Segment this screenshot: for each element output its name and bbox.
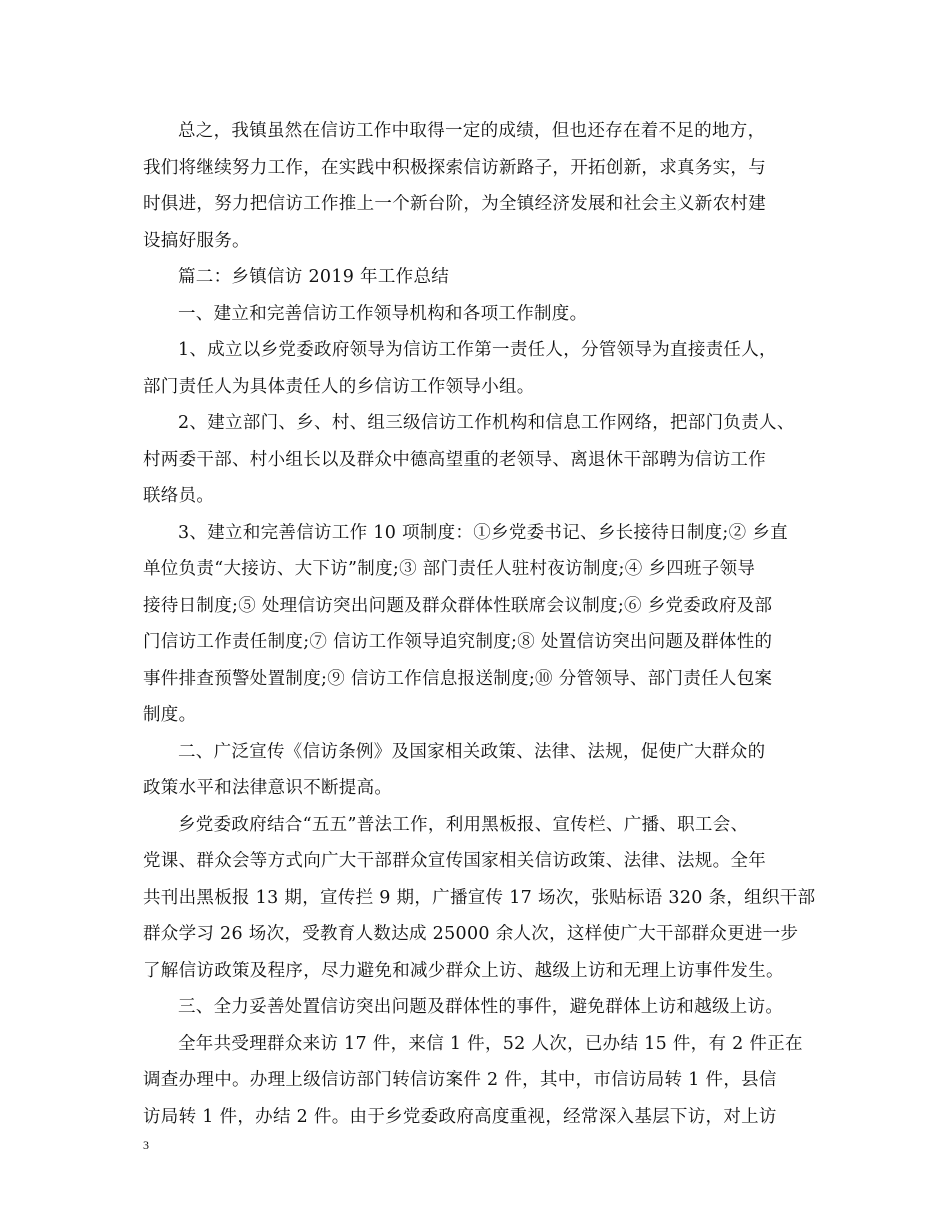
text-line: 篇二：乡镇信访 2019 年工作总结: [178, 267, 450, 287]
document-body: [143, 113, 823, 1135]
text-line: 三、全力妥善处置信访突出问题及群体性的事件，避免群体上访和越级上访。: [178, 997, 784, 1017]
text-line: 全年共受理群众来访 17 件，来信 1 件，52 人次，已办结 15 件，有 2 件正在: [178, 1033, 803, 1054]
text-line: 总之，我镇虽然在信访工作中取得一定的成绩，但也还存在着不足的地方，: [178, 121, 766, 141]
text-line: 一、建立和完善信访工作领导机构和各项工作制度。: [178, 303, 588, 324]
paragraph-cases: [143, 1026, 823, 1136]
page-number: 3: [143, 1138, 149, 1152]
text-line: 时俱进，努力把信访工作推上一个新台阶，为全镇经济发展和社会主义新农村建: [143, 194, 766, 214]
text-line: 1、成立以乡党委政府领导为信访工作第一责任人，分管领导为直接责任人，: [178, 340, 777, 360]
text-line: 二、广泛宣传《信访条例》及国家相关政策、法律、法规，促使广大群众的: [178, 741, 766, 762]
text-line: 我们将继续努力工作，在实践中积极探索信访新路子，开拓创新，求真务实，与: [143, 157, 766, 178]
paragraph-publicity: [143, 807, 823, 990]
text-line: 了解信访政策及程序，尽力避免和减少群众上访、越级上访和无理上访事件发生。: [143, 960, 784, 981]
text-line: 单位负责“大接访、大下访”制度;③ 部门责任人驻村夜访制度;④ 乡四班子领导: [143, 559, 756, 579]
text-line: 2、建立部门、乡、村、组三级信访工作机构和信息工作网络，把部门负责人、: [178, 413, 795, 433]
text-line: 事件排查预警处置制度;⑨ 信访工作信息报送制度;⑩ 分管领导、部门责任人包案: [143, 668, 773, 689]
paragraph-item-1: [143, 332, 823, 405]
section-heading-three: [143, 989, 823, 1026]
text-line: 接待日制度;⑤ 处理信访突出问题及群众群体性联席会议制度;⑥ 乡党委政府及部: [143, 595, 773, 616]
text-line: 调查办理中。办理上级信访部门转信访案件 2 件，其中，市信访局转 1 件，县信: [143, 1070, 777, 1090]
text-line: 村两委干部、村小组长以及群众中德高望重的老领导、离退休干部聘为信访工作: [143, 449, 766, 470]
text-line: 共刊出黑板报 13 期，宣传拦 9 期，广播宣传 17 场次，张贴标语 320 条，组织干部: [143, 887, 816, 908]
text-line: 部门责任人为具体责任人的乡信访工作领导小组。: [143, 376, 535, 397]
text-line: 联络员。: [143, 486, 215, 506]
text-line: 党课、群众会等方式向广大干部群众宣传国家相关信访政策、法律、法规。全年: [143, 851, 766, 871]
section-heading-one: [143, 296, 823, 333]
section-heading-part-two: [143, 259, 823, 296]
text-line: 访局转 1 件，办结 2 件。由于乡党委政府高度重视，经常深入基层下访，对上访: [143, 1106, 777, 1127]
text-line: 乡党委政府结合“五五”普法工作，利用黑板报、宣传栏、广播、职工会、: [178, 814, 749, 835]
text-line: 设搞好服务。: [143, 230, 250, 251]
text-line: 政策水平和法律意识不断提高。: [143, 778, 393, 798]
text-line: 群众学习 26 场次，受教育人数达成 25000 余人次，这样使广大干部群众更进一步: [143, 924, 799, 944]
text-line: 制度。: [143, 705, 197, 725]
paragraph-item-3: [143, 515, 823, 734]
text-line: 门信访工作责任制度;⑦ 信访工作领导追究制度;⑧ 处置信访突出问题及群体性的: [143, 632, 773, 652]
section-heading-two: [143, 734, 823, 807]
paragraph-item-2: [143, 405, 823, 515]
text-line: 3、建立和完善信访工作 10 项制度：①乡党委书记、乡长接待日制度;② 乡直: [178, 522, 788, 543]
paragraph-summary: [143, 113, 823, 259]
